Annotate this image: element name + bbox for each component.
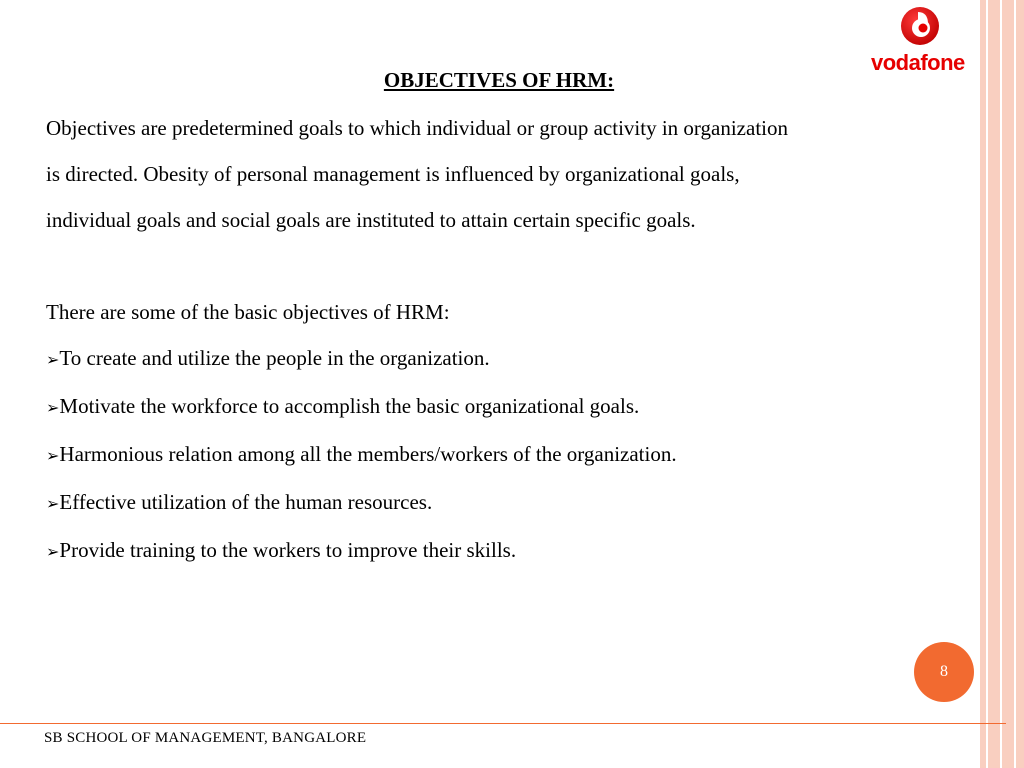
footer-divider: [0, 723, 1006, 724]
arrow-bullet-icon: ➢: [46, 398, 60, 417]
paragraph-line: individual goals and social goals are instituted to attain certain specific goals.: [46, 208, 696, 232]
bullet-text: Effective utilization of the human resources.: [59, 490, 433, 514]
stripe-line: [986, 0, 988, 768]
bullet-text: Provide training to the workers to improve their skills.: [59, 538, 517, 562]
slide-body: [46, 105, 966, 575]
bullet-item: [46, 527, 966, 575]
vodafone-wordmark: vodafone: [871, 50, 965, 75]
footer-text: SB SCHOOL OF MANAGEMENT, BANGALORE: [44, 730, 367, 746]
bullet-text: Motivate the workforce to accomplish the basic organizational goals.: [59, 394, 640, 418]
arrow-bullet-icon: ➢: [46, 350, 60, 369]
page-number-badge: 8: [914, 642, 974, 702]
right-decorative-stripe: [980, 0, 1024, 768]
bullet-item: [46, 383, 966, 431]
bullet-item: [46, 431, 966, 479]
paragraph-line: Objectives are predetermined goals to which individual or group activity in organization: [46, 116, 788, 140]
bullet-text: To create and utilize the people in the organization.: [59, 346, 490, 370]
slide-title: OBJECTIVES OF HRM:: [383, 68, 615, 92]
arrow-bullet-icon: ➢: [46, 446, 60, 465]
arrow-bullet-icon: ➢: [46, 542, 60, 561]
bullet-text: Harmonious relation among all the members/workers of the organization.: [59, 442, 677, 466]
paragraph-line: is directed. Obesity of personal management is influenced by organizational goals,: [46, 162, 740, 186]
bullet-item: [46, 479, 966, 527]
vodafone-speechmark-icon: [900, 4, 940, 48]
arrow-bullet-icon: ➢: [46, 494, 60, 513]
stripe-line: [1014, 0, 1016, 768]
objectives-intro: There are some of the basic objectives of HRM:: [46, 300, 450, 324]
bullet-item: [46, 335, 966, 383]
spacer: [46, 243, 966, 289]
stripe-line: [1000, 0, 1002, 768]
